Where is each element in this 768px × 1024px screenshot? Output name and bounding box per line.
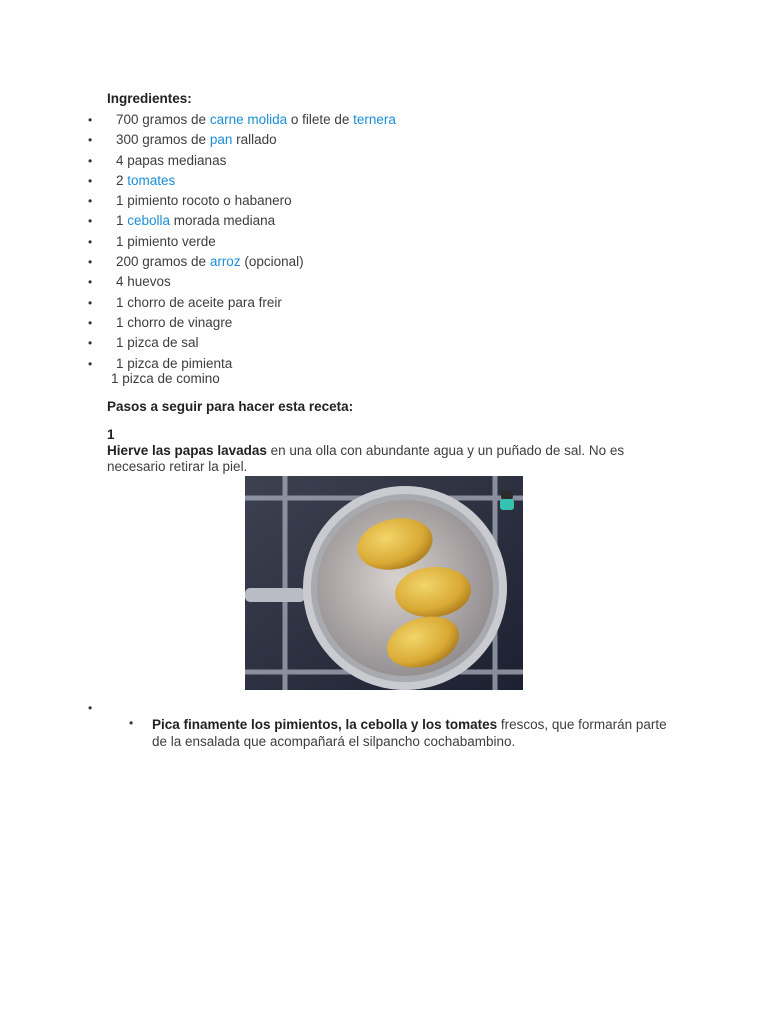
extra-ingredient: 1 pizca de comino <box>111 371 220 386</box>
bullet: • <box>88 113 93 127</box>
bullet: • <box>88 255 93 270</box>
ingredient-text-segment: o filete de <box>287 112 354 127</box>
ingredient-text <box>116 272 171 292</box>
step-1-bold-text: Hierve las papas lavadas <box>107 443 267 458</box>
step-2-bold-text: Pica finamente los pimientos, la cebolla y los tomates <box>152 717 498 732</box>
ingredient-link[interactable]: arroz <box>209 254 241 270</box>
ingredient-text <box>116 130 277 150</box>
ingredient-text-segment: 700 gramos de <box>116 112 210 127</box>
ingredient-text-segment: rallado <box>232 132 277 148</box>
ingredient-text <box>116 252 304 272</box>
ingredient-text-segment: 300 gramos de <box>116 132 210 148</box>
bullet: • <box>88 173 93 188</box>
potatoes-boiling-in-pot-photo <box>245 476 523 690</box>
ingredient-text <box>116 211 275 231</box>
ingredient-text-segment: morada mediana <box>170 213 276 229</box>
ingredient-text <box>116 293 282 313</box>
bullet: • <box>88 153 93 168</box>
ingredient-link[interactable]: tomates <box>127 172 176 188</box>
ingredient-text <box>116 151 226 171</box>
ingredient-text-segment: 1 pimiento verde <box>116 233 216 249</box>
bullet: • <box>88 214 93 229</box>
ingredient-text <box>116 171 175 191</box>
ingredient-text-segment: 1 chorro de aceite para freir <box>116 294 282 310</box>
step-1-number: 1 <box>107 427 115 442</box>
ingredient-text <box>116 232 216 252</box>
ingredient-text-segment: 4 huevos <box>116 274 171 290</box>
ingredient-link[interactable]: pan <box>209 132 233 148</box>
ingredient-text <box>116 110 396 130</box>
ingredients-heading: Ingredientes: <box>107 91 192 106</box>
watermark-icon <box>500 490 514 510</box>
step-2-bullet: • <box>129 716 134 730</box>
ingredient-text-segment: (opcional) <box>240 254 304 270</box>
ingredient-link[interactable]: ternera <box>353 112 396 127</box>
ingredient-text <box>116 191 292 211</box>
bullet: • <box>88 356 93 371</box>
step-1-rest-text: en una olla con abundante agua y un puñado de sal. No es necesario retirar la piel. <box>107 443 625 474</box>
bullet: • <box>88 234 93 249</box>
bullet: • <box>88 295 93 310</box>
ingredient-text <box>116 313 232 333</box>
ingredient-text-segment: 1 pizca de sal <box>116 335 199 351</box>
ingredient-text-segment: 200 gramos de <box>116 254 210 270</box>
ingredient-text-segment: 1 <box>116 213 128 229</box>
ingredient-text-segment: 1 pimiento rocoto o habanero <box>116 193 292 209</box>
ingredient-link[interactable]: carne molida <box>209 112 288 127</box>
ingredient-text-segment: 1 chorro de vinagre <box>116 314 233 330</box>
steps-heading: Pasos a seguir para hacer esta receta: <box>107 399 354 414</box>
step-1-text <box>107 443 667 475</box>
step-2-rest-text: frescos, que formarán parte de la ensalada que acompañará el silpancho cochabambino. <box>152 717 667 749</box>
bullet: • <box>88 315 93 330</box>
ingredient-text-segment: 2 <box>116 172 128 188</box>
ingredient-text <box>116 333 199 353</box>
bullet: • <box>88 194 93 209</box>
bullet: • <box>88 336 93 351</box>
bullet: • <box>88 133 93 148</box>
ingredient-text-segment: 1 pizca de pimienta <box>116 355 233 371</box>
empty-bullet: • <box>88 701 93 715</box>
ingredient-link[interactable]: cebolla <box>127 213 171 229</box>
step-2-text <box>152 716 672 750</box>
bullet: • <box>88 275 93 290</box>
ingredient-text-segment: 4 papas medianas <box>116 152 227 168</box>
